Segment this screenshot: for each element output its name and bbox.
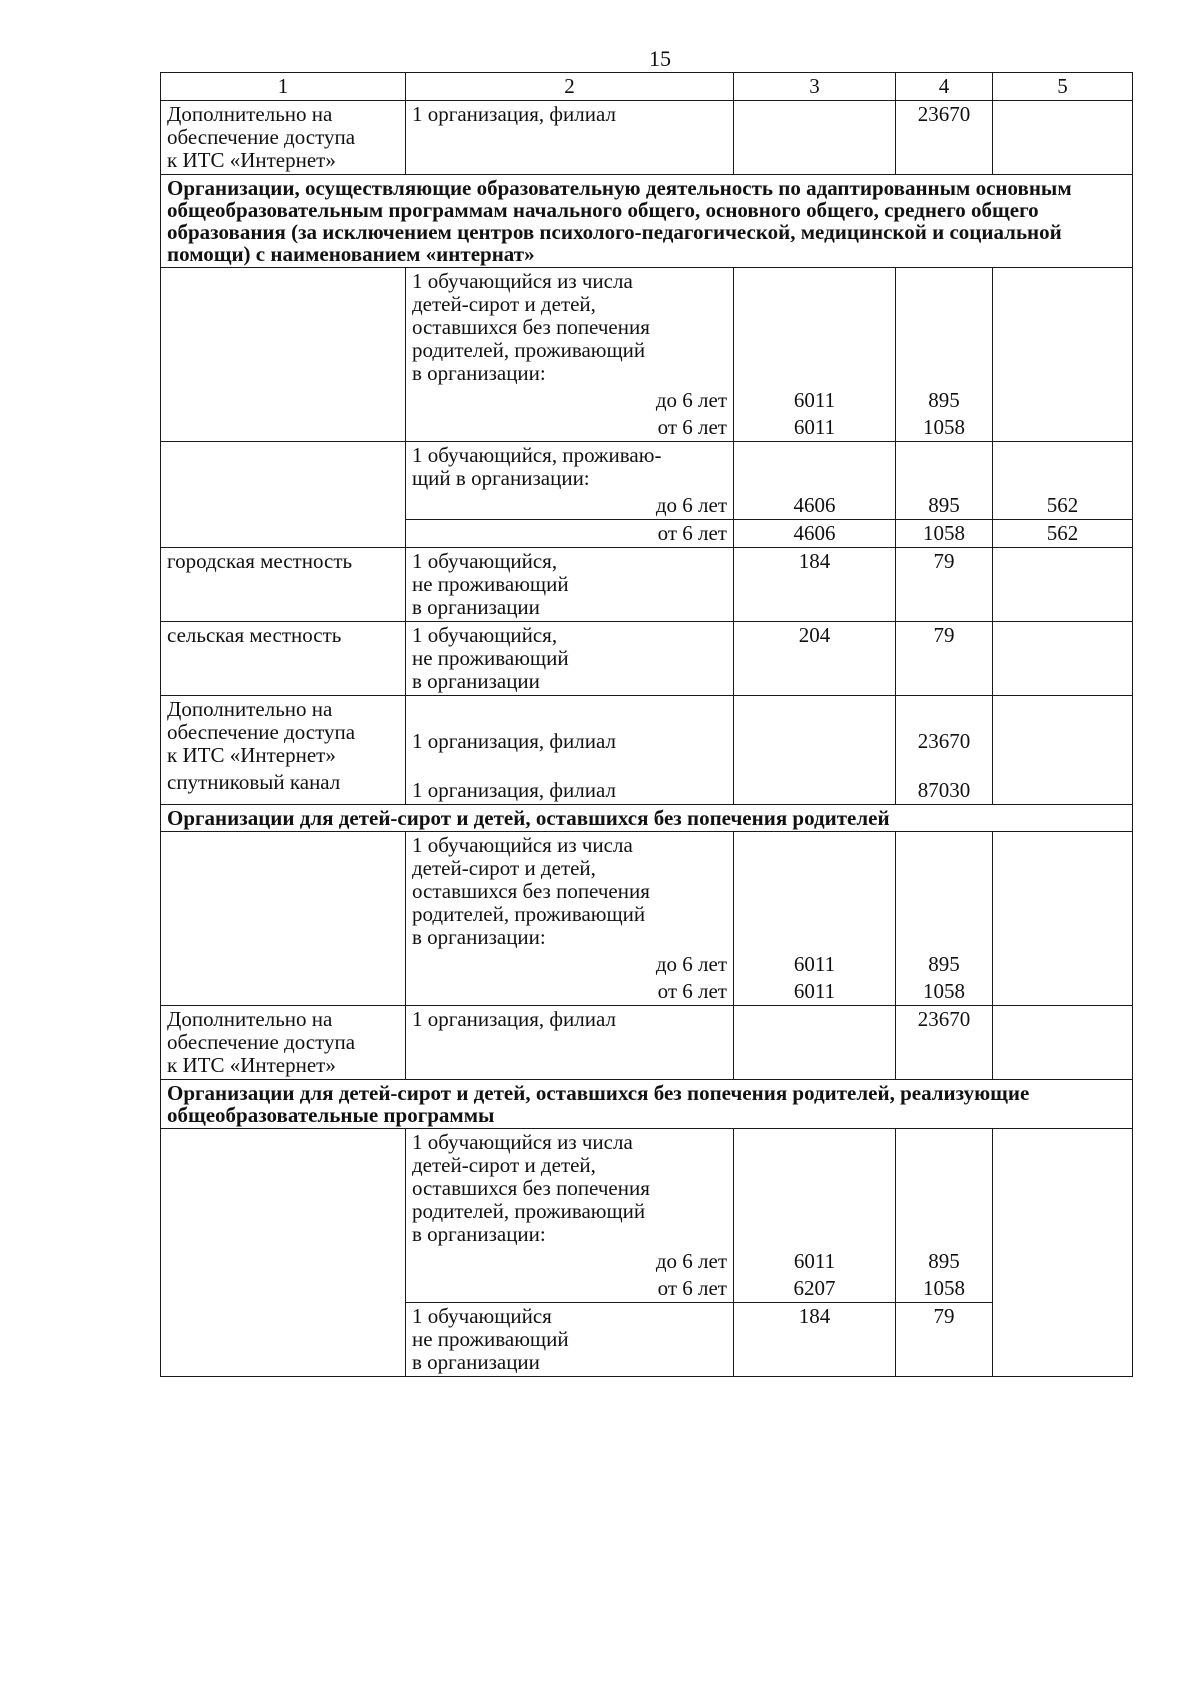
value-cell [734, 442, 896, 493]
table-row [161, 268, 1133, 388]
row-label [161, 442, 406, 548]
value-cell [896, 832, 993, 952]
row-label: Дополнительно на обеспечение доступа к ИТС «Интернет» [161, 101, 406, 175]
age-label: до 6 лет [406, 951, 734, 978]
value-cell: 1058 [896, 414, 993, 442]
value-cell: 895 [896, 951, 993, 978]
value-cell: 23670 [896, 696, 993, 770]
unit-cell: 1 обучающийся, не проживающий в организации [406, 548, 734, 622]
age-label: от 6 лет [406, 978, 734, 1006]
age-label: от 6 лет [406, 520, 734, 548]
value-cell: 79 [896, 548, 993, 622]
value-cell: 895 [896, 492, 993, 520]
value-cell: 6011 [734, 951, 896, 978]
unit-cell: 1 обучающийся из числа детей-сирот и детей, оставшихся без попечения родителей, проживающий в организации: [406, 268, 734, 388]
value-cell [993, 548, 1133, 622]
value-cell: 184 [734, 1303, 896, 1377]
column-number: 4 [896, 73, 993, 101]
table-row [161, 832, 1133, 952]
section-title: Организации для детей-сирот и детей, оставшихся без попечения родителей [161, 805, 1133, 832]
table-row [161, 1129, 1133, 1249]
value-cell: 1058 [896, 1275, 993, 1303]
value-cell: 895 [896, 387, 993, 414]
column-number: 3 [734, 73, 896, 101]
row-label: спутниковый канал [161, 769, 406, 805]
value-cell: 895 [896, 1248, 993, 1275]
unit-cell: 1 организация, филиал [406, 769, 734, 805]
row-label: городская местность [161, 548, 406, 622]
value-cell [993, 1006, 1133, 1080]
value-cell: 23670 [896, 101, 993, 175]
table-row [161, 769, 1133, 805]
unit-cell: 1 обучающийся, проживаю- щий в организации: [406, 442, 734, 493]
age-label: до 6 лет [406, 1248, 734, 1275]
unit-cell: 1 обучающийся из числа детей-сирот и детей, оставшихся без попечения родителей, проживающий в организации: [406, 1129, 734, 1249]
page-number: 15 [649, 46, 671, 71]
value-cell [734, 832, 896, 952]
value-cell: 562 [993, 492, 1133, 520]
age-label: до 6 лет [406, 492, 734, 520]
section-header [161, 805, 1133, 832]
value-cell [734, 1129, 896, 1249]
table-row [161, 548, 1133, 622]
table-row [161, 101, 1133, 175]
row-label: Дополнительно на обеспечение доступа к ИТС «Интернет» [161, 1006, 406, 1080]
value-cell: 562 [993, 520, 1133, 548]
value-cell: 6207 [734, 1275, 896, 1303]
table-row [161, 696, 1133, 770]
value-cell [993, 268, 1133, 442]
section-title: Организации, осуществляющие образовательную деятельность по адаптированным основным общеобразовательным программам начального общего, основного общего, среднего общего образования (за исключением центров психолого-педагогической, медицинской и социальной помощи) с наименованием «интернат» [161, 175, 1133, 268]
value-cell: 23670 [896, 1006, 993, 1080]
unit-cell: 1 организация, филиал [406, 1006, 734, 1080]
value-cell: 6011 [734, 1248, 896, 1275]
table-row [161, 442, 1133, 493]
value-cell: 79 [896, 1303, 993, 1377]
unit-cell: 1 организация, филиал [406, 696, 734, 770]
age-label: от 6 лет [406, 414, 734, 442]
row-label [161, 1129, 406, 1377]
value-cell [993, 442, 1133, 493]
value-cell: 1058 [896, 520, 993, 548]
value-cell: 184 [734, 548, 896, 622]
value-cell [734, 696, 896, 805]
unit-cell: 1 обучающийся, не проживающий в организации [406, 622, 734, 696]
value-cell [896, 1129, 993, 1249]
unit-cell: 1 организация, филиал [406, 101, 734, 175]
value-cell: 4606 [734, 492, 896, 520]
unit-cell: 1 обучающийся не проживающий в организации [406, 1303, 734, 1377]
value-cell [993, 622, 1133, 696]
column-number-row [161, 73, 1133, 101]
value-cell: 79 [896, 622, 993, 696]
row-label: сельская местность [161, 622, 406, 696]
value-cell: 1058 [896, 978, 993, 1006]
value-cell [734, 101, 896, 175]
section-title: Организации для детей-сирот и детей, оставшихся без попечения родителей, реализующие общеобразовательные программы [161, 1080, 1133, 1129]
column-number: 5 [993, 73, 1133, 101]
value-cell [896, 268, 993, 388]
value-cell [993, 696, 1133, 805]
row-label: Дополнительно на обеспечение доступа к ИТС «Интернет» [161, 696, 406, 770]
section-header [161, 1080, 1133, 1129]
age-label: от 6 лет [406, 1275, 734, 1303]
value-cell [734, 1006, 896, 1080]
value-cell: 6011 [734, 978, 896, 1006]
value-cell: 87030 [896, 769, 993, 805]
tariff-table [160, 72, 1133, 1377]
value-cell: 204 [734, 622, 896, 696]
value-cell: 6011 [734, 387, 896, 414]
value-cell [734, 268, 896, 388]
table-row [161, 622, 1133, 696]
value-cell [993, 101, 1133, 175]
value-cell [896, 442, 993, 493]
value-cell: 6011 [734, 414, 896, 442]
value-cell [993, 832, 1133, 1006]
column-number: 2 [406, 73, 734, 101]
section-header [161, 175, 1133, 268]
value-cell [993, 1129, 1133, 1377]
unit-cell: 1 обучающийся из числа детей-сирот и детей, оставшихся без попечения родителей, проживающий в организации: [406, 832, 734, 952]
value-cell: 4606 [734, 520, 896, 548]
row-label [161, 832, 406, 1006]
age-label: до 6 лет [406, 387, 734, 414]
table-row [161, 1006, 1133, 1080]
row-label [161, 268, 406, 442]
column-number: 1 [161, 73, 406, 101]
